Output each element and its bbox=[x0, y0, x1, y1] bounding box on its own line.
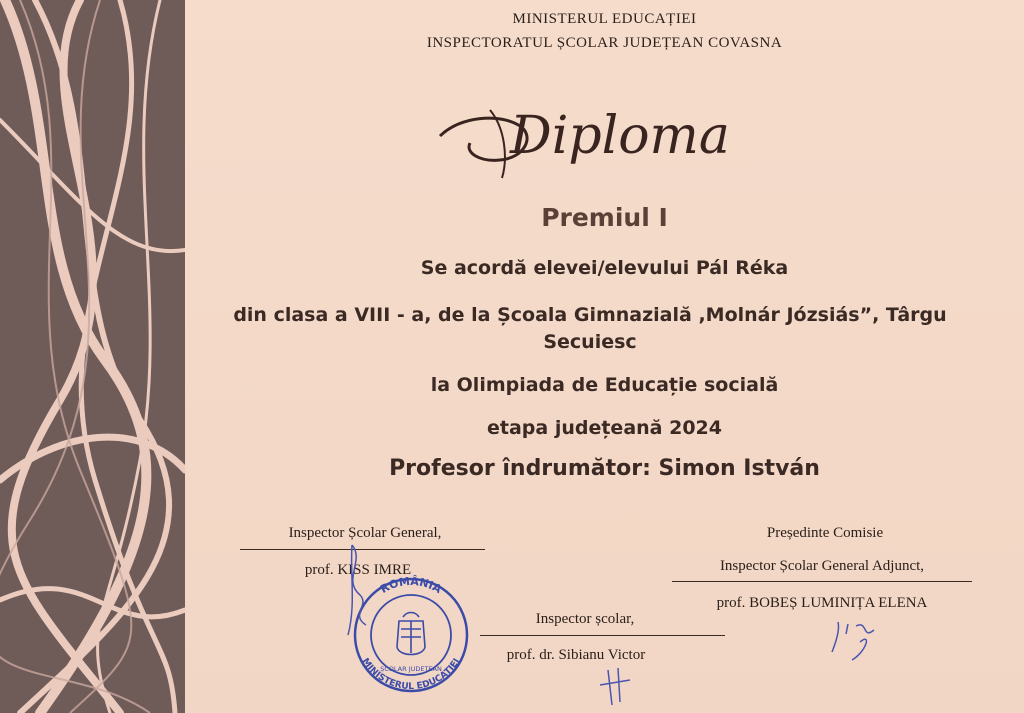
diploma-title-calligraphy bbox=[430, 98, 730, 188]
left-signature-name: prof. KISS IMRE bbox=[304, 562, 412, 578]
prize-label: Premiul I bbox=[541, 203, 668, 232]
stage-line: etapa județeană 2024 bbox=[487, 417, 722, 439]
school-line: din clasa a VIII - a, de la Școala Gimnazială ,Molnár Józsiás”, Târgu Secuiesc bbox=[233, 304, 947, 353]
right-signature-title: Președinte Comisie bbox=[766, 525, 884, 541]
right-signature-scribble bbox=[822, 612, 892, 667]
right-signature-name: prof. BOBEȘ LUMINIȚA ELENA bbox=[716, 595, 928, 611]
decorative-border-panel bbox=[0, 0, 185, 713]
left-signature-scribble bbox=[330, 535, 410, 645]
left-signature-title: Inspector Școlar General, bbox=[288, 525, 442, 541]
teacher-line: Profesor îndrumător: Simon István bbox=[389, 456, 820, 481]
ministry-heading: MINISTERUL EDUCAȚIEI bbox=[512, 11, 697, 27]
svg-text:MINISTERUL EDUCAȚIEI: MINISTERUL EDUCAȚIEI bbox=[359, 656, 463, 693]
svg-text:ROMÂNIA: ROMÂNIA bbox=[378, 574, 444, 596]
middle-signature-title: Inspector școlar, bbox=[535, 611, 635, 627]
middle-signature-rule bbox=[480, 635, 725, 636]
svg-text:ȘCOLAR JUDEȚEAN: ȘCOLAR JUDEȚEAN bbox=[380, 665, 442, 673]
right-signature-subtitle: Inspector Școlar General Adjunct, bbox=[719, 558, 925, 574]
olympiad-line: la Olimpiada de Educație socială bbox=[430, 374, 779, 396]
inspectorate-heading: INSPECTORATUL ȘCOLAR JUDEȚEAN COVASNA bbox=[426, 35, 783, 51]
svg-text:Diploma: Diploma bbox=[510, 106, 730, 166]
diploma-title bbox=[430, 98, 730, 188]
middle-signature-scribble bbox=[590, 660, 640, 710]
middle-signature-name: prof. dr. Sibianu Victor bbox=[506, 647, 646, 663]
award-line: Se acordă elevei/elevului Pál Réka bbox=[420, 257, 789, 279]
right-signature-rule bbox=[672, 581, 972, 582]
